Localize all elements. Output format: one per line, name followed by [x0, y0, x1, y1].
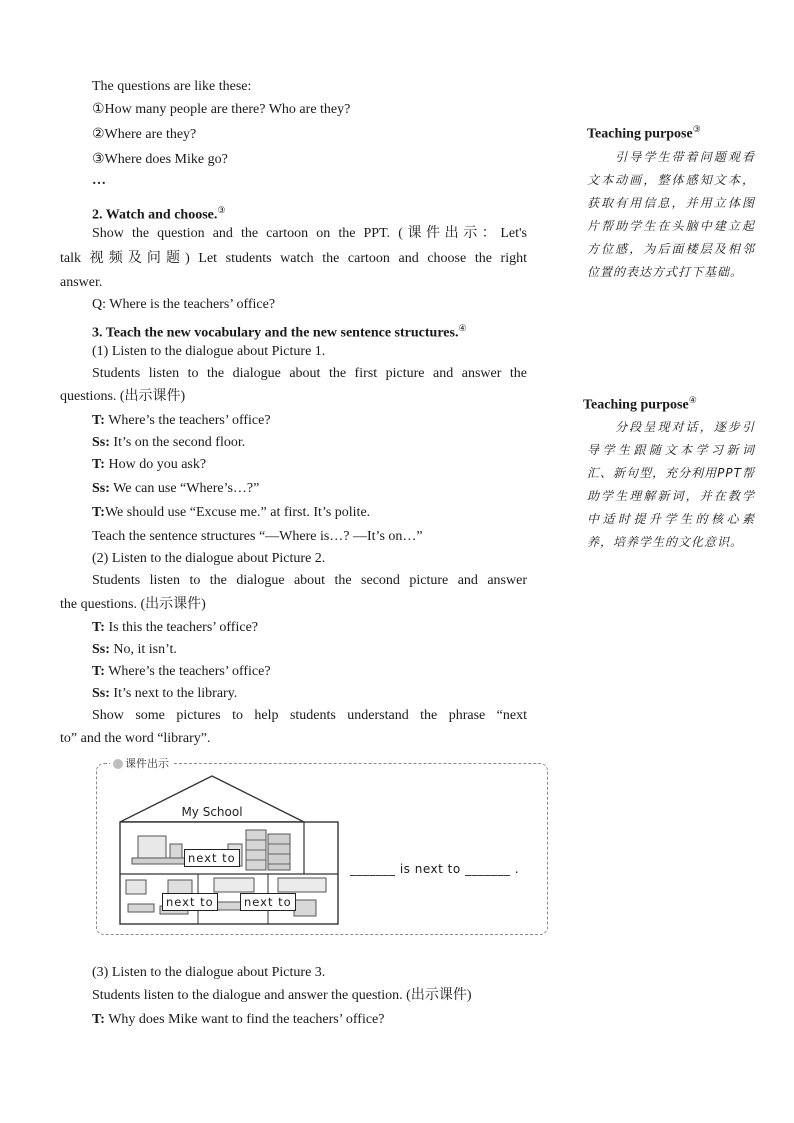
dialogue1-line-2: Ss: It’s on the second floor. — [92, 435, 246, 450]
label-next-to-left: next to — [162, 893, 218, 911]
dialogue3-line-1: T: Why does Mike want to find the teachers’ office? — [92, 1012, 385, 1027]
teaching-purpose-4-title: Teaching purpose④ — [583, 395, 697, 413]
question-3: ③Where does Mike go? — [92, 152, 228, 167]
courseware-tag: 课件出示 — [110, 755, 172, 771]
purpose4-mark: ④ — [688, 395, 697, 405]
house-title: My School — [181, 805, 243, 819]
show-line-2: to” and the word “library”. — [60, 731, 211, 746]
teach-sentence: Teach the sentence structures “—Where is…? —It’s on…” — [92, 529, 423, 544]
fill-in-sentence: _______ is next to _______ . — [350, 862, 520, 876]
dialogue2-line-2: Ss: No, it isn’t. — [92, 642, 177, 657]
intro-text: The questions are like these: — [92, 79, 252, 94]
picture2-line-2: the questions. (出示课件) — [60, 597, 206, 612]
dialogue2-line-3: T: Where’s the teachers’ office? — [92, 664, 271, 679]
step2-line-3: answer. — [60, 275, 103, 290]
dialogue2-line-4: Ss: It’s next to the library. — [92, 686, 238, 701]
ellipsis: … — [92, 173, 106, 188]
dialogue1-line-1: T: Where’s the teachers’ office? — [92, 413, 271, 428]
step2-footnote-mark: ③ — [217, 205, 226, 215]
teaching-purpose-3-body: 引导学生带着问题观看文本动画，整体感知文本，获取有用信息，并用立体图片帮助学生在头脑中建立起方位感，为后面楼层及相邻位置的表达方式打下基础。 — [587, 150, 755, 279]
show-line-1: Show some pictures to help students understand the phrase “next — [92, 708, 527, 723]
step2-question: Q: Where is the teachers’ office? — [92, 297, 276, 312]
dialogue2-line-1: T: Is this the teachers’ office? — [92, 620, 258, 635]
picture3-heading: (3) Listen to the dialogue about Picture 3. — [92, 965, 326, 980]
dialogue1-line-4: Ss: We can use “Where’s…?” — [92, 481, 260, 496]
tag-dot-icon — [113, 759, 123, 769]
dialogue1-line-5: T:We should use “Excuse me.” at first. It’s polite. — [92, 505, 371, 520]
picture2-heading: (2) Listen to the dialogue about Picture 2. — [92, 551, 326, 566]
picture3-line-1: Students listen to the dialogue and answer the question. (出示课件) — [92, 988, 472, 1003]
teaching-purpose-4-body: 分段呈现对话，逐步引导学生跟随文本学习新词汇、新句型，充分利用PPT帮助学生理解新词，并在教学中适时提升学生的核心素养，培养学生的文化意识。 — [587, 420, 755, 549]
step2-line-2: talk 视频及问题) Let students watch the cartoon and choose the right — [60, 251, 527, 266]
step2-heading: 2. Watch and choose.③ — [92, 205, 226, 223]
step2-line-1: Show the question and the cartoon on the PPT. (课件出示：Let's — [92, 226, 527, 241]
picture1-line-2: questions. (出示课件) — [60, 389, 186, 404]
teaching-purpose-3-title: Teaching purpose③ — [587, 124, 701, 142]
question-2: ②Where are they? — [92, 127, 197, 142]
purpose3-mark: ③ — [692, 124, 701, 134]
label-next-to-right: next to — [240, 893, 296, 911]
label-next-to-top: next to — [184, 849, 240, 867]
dialogue1-line-3: T: How do you ask? — [92, 457, 207, 472]
step3-heading: 3. Teach the new vocabulary and the new sentence structures.④ — [92, 323, 467, 341]
question-1: ①How many people are there? Who are they? — [92, 102, 351, 117]
picture2-line-1: Students listen to the dialogue about the second picture and answer — [92, 573, 527, 588]
picture1-line-1: Students listen to the dialogue about the first picture and answer the — [92, 366, 527, 381]
picture1-heading: (1) Listen to the dialogue about Picture 1. — [92, 344, 326, 359]
step3-footnote-mark: ④ — [458, 323, 467, 333]
